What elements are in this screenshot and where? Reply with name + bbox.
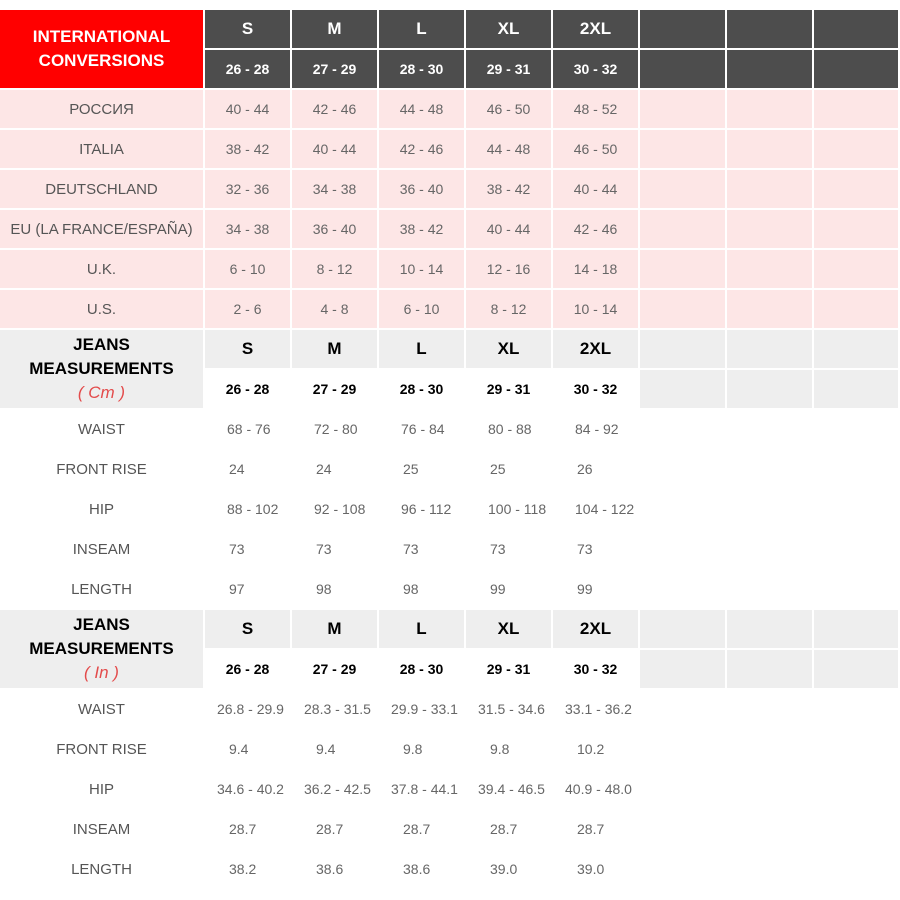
measurement-value bbox=[204, 449, 291, 489]
size-value: 4 - 8 bbox=[291, 289, 378, 329]
measurement-value bbox=[291, 769, 378, 809]
conversion-row bbox=[0, 289, 899, 329]
measurement-value bbox=[465, 729, 552, 769]
measurement-value bbox=[291, 449, 378, 489]
measurement-value bbox=[378, 809, 465, 849]
empty-cell bbox=[639, 89, 726, 129]
measurement-value bbox=[465, 849, 552, 889]
measurement-label: LENGTH bbox=[0, 569, 204, 609]
size-value: 42 - 46 bbox=[378, 129, 465, 169]
waist-range-header: 26 - 28 bbox=[204, 649, 291, 689]
empty-cell bbox=[726, 369, 813, 409]
measurement-row bbox=[0, 849, 899, 889]
cm-title-cell bbox=[0, 329, 204, 409]
empty-cell bbox=[813, 569, 899, 609]
size-value: 44 - 48 bbox=[378, 89, 465, 129]
conversion-row bbox=[0, 209, 899, 249]
measurement-value bbox=[291, 529, 378, 569]
country-label: РОССИЯ bbox=[0, 89, 204, 129]
measurement-label: INSEAM bbox=[0, 529, 204, 569]
size-value: 38 - 42 bbox=[378, 209, 465, 249]
measurement-value bbox=[465, 689, 552, 729]
country-label: U.K. bbox=[0, 249, 204, 289]
waist-range-header: 28 - 30 bbox=[378, 649, 465, 689]
waist-range-header: 29 - 31 bbox=[465, 369, 552, 409]
measurement-value-text: 38.6 bbox=[403, 861, 431, 877]
intl-header-row bbox=[0, 10, 899, 49]
empty-cell bbox=[726, 729, 813, 769]
measurement-label: LENGTH bbox=[0, 849, 204, 889]
size-chart-table bbox=[0, 10, 900, 890]
empty-cell bbox=[813, 409, 899, 449]
size-value: 38 - 42 bbox=[204, 129, 291, 169]
measurement-value bbox=[378, 689, 465, 729]
measurement-value-text: 39.4 - 46.5 bbox=[478, 781, 545, 797]
measurement-value-text: 98 bbox=[403, 581, 419, 597]
unit-label: ( Cm ) bbox=[77, 383, 126, 402]
country-label: DEUTSCHLAND bbox=[0, 169, 204, 209]
measurement-value bbox=[552, 849, 639, 889]
size-value: 36 - 40 bbox=[291, 209, 378, 249]
size-value: 40 - 44 bbox=[291, 129, 378, 169]
size-header: 2XL bbox=[552, 609, 639, 649]
measurement-value-text: 98 bbox=[316, 581, 332, 597]
empty-cell bbox=[639, 489, 726, 529]
size-header: L bbox=[378, 329, 465, 369]
measurement-value-text: 31.5 - 34.6 bbox=[478, 701, 545, 717]
size-value: 34 - 38 bbox=[291, 169, 378, 209]
size-value: 6 - 10 bbox=[204, 249, 291, 289]
empty-cell bbox=[813, 649, 899, 689]
empty-cell bbox=[813, 529, 899, 569]
measurement-value-text: 28.3 - 31.5 bbox=[304, 701, 371, 717]
empty-cell bbox=[813, 609, 899, 649]
measurement-value bbox=[465, 449, 552, 489]
measurement-value-text: 9.8 bbox=[403, 741, 423, 757]
empty-cell bbox=[639, 289, 726, 329]
size-header: 2XL bbox=[552, 10, 639, 49]
waist-range-header: 27 - 29 bbox=[291, 49, 378, 89]
empty-cell bbox=[726, 609, 813, 649]
empty-cell bbox=[726, 449, 813, 489]
measurement-value-text: 39.0 bbox=[490, 861, 518, 877]
measurement-value bbox=[552, 489, 639, 529]
empty-cell bbox=[726, 329, 813, 369]
empty-cell bbox=[639, 209, 726, 249]
size-header: XL bbox=[465, 10, 552, 49]
waist-range-header: 29 - 31 bbox=[465, 649, 552, 689]
measurement-value bbox=[204, 769, 291, 809]
size-value: 10 - 14 bbox=[552, 289, 639, 329]
measurement-row bbox=[0, 529, 899, 569]
size-header: M bbox=[291, 10, 378, 49]
empty-cell bbox=[813, 209, 899, 249]
measurement-value-text: 9.4 bbox=[229, 741, 249, 757]
conversion-row bbox=[0, 89, 899, 129]
size-header: L bbox=[378, 10, 465, 49]
measurement-value-text: 9.8 bbox=[490, 741, 510, 757]
measurement-label: WAIST bbox=[0, 689, 204, 729]
measurement-value bbox=[378, 729, 465, 769]
measurement-value bbox=[378, 409, 465, 449]
empty-cell bbox=[639, 409, 726, 449]
conversion-row bbox=[0, 169, 899, 209]
empty-cell bbox=[726, 129, 813, 169]
empty-cell bbox=[639, 449, 726, 489]
inch-header-row bbox=[0, 609, 899, 649]
size-header: 2XL bbox=[552, 329, 639, 369]
waist-range-header: 28 - 30 bbox=[378, 369, 465, 409]
measurement-value-text: 88 - 102 bbox=[227, 501, 279, 517]
empty-cell bbox=[813, 49, 899, 89]
measurement-value-text: 80 - 88 bbox=[488, 421, 532, 437]
measurement-row bbox=[0, 569, 899, 609]
measurement-value-text: 73 bbox=[403, 541, 419, 557]
measurement-value bbox=[552, 729, 639, 769]
empty-cell bbox=[726, 529, 813, 569]
size-value: 32 - 36 bbox=[204, 169, 291, 209]
measurement-label: FRONT RISE bbox=[0, 729, 204, 769]
measurement-value bbox=[378, 849, 465, 889]
measurement-value-text: 76 - 84 bbox=[401, 421, 445, 437]
size-value: 40 - 44 bbox=[204, 89, 291, 129]
measurement-value bbox=[552, 529, 639, 569]
measurement-value-text: 38.6 bbox=[316, 861, 344, 877]
measurement-value-text: 68 - 76 bbox=[227, 421, 271, 437]
empty-cell bbox=[726, 849, 813, 889]
measurement-value bbox=[465, 809, 552, 849]
measurement-value bbox=[552, 809, 639, 849]
measurement-value-text: 29.9 - 33.1 bbox=[391, 701, 458, 717]
measurement-row bbox=[0, 809, 899, 849]
measurement-value-text: 34.6 - 40.2 bbox=[217, 781, 284, 797]
measurement-row bbox=[0, 449, 899, 489]
measurement-row bbox=[0, 409, 899, 449]
measurement-value bbox=[291, 729, 378, 769]
measurement-value-text: 36.2 - 42.5 bbox=[304, 781, 371, 797]
size-value: 40 - 44 bbox=[465, 209, 552, 249]
empty-cell bbox=[639, 569, 726, 609]
size-header: S bbox=[204, 329, 291, 369]
measurement-value bbox=[465, 769, 552, 809]
measurement-value bbox=[552, 569, 639, 609]
measurement-label: HIP bbox=[0, 769, 204, 809]
empty-cell bbox=[639, 329, 726, 369]
waist-range-header: 27 - 29 bbox=[291, 369, 378, 409]
empty-cell bbox=[726, 769, 813, 809]
waist-range-header: 26 - 28 bbox=[204, 369, 291, 409]
measurement-value-text: 97 bbox=[229, 581, 245, 597]
empty-cell bbox=[726, 809, 813, 849]
measurement-label: HIP bbox=[0, 489, 204, 529]
measurement-value bbox=[291, 409, 378, 449]
empty-cell bbox=[639, 529, 726, 569]
cm-header-row bbox=[0, 329, 899, 369]
empty-cell bbox=[639, 10, 726, 49]
conversion-row bbox=[0, 129, 899, 169]
size-value: 8 - 12 bbox=[291, 249, 378, 289]
size-value: 8 - 12 bbox=[465, 289, 552, 329]
measurement-value-text: 28.7 bbox=[403, 821, 431, 837]
measurement-value-text: 73 bbox=[490, 541, 506, 557]
empty-cell bbox=[639, 169, 726, 209]
empty-cell bbox=[639, 849, 726, 889]
measurement-value bbox=[204, 489, 291, 529]
size-value: 10 - 14 bbox=[378, 249, 465, 289]
empty-cell bbox=[813, 369, 899, 409]
measurement-value-text: 96 - 112 bbox=[401, 501, 452, 517]
empty-cell bbox=[639, 49, 726, 89]
empty-cell bbox=[726, 409, 813, 449]
size-value: 12 - 16 bbox=[465, 249, 552, 289]
intl-title-cell bbox=[0, 10, 204, 89]
empty-cell bbox=[813, 129, 899, 169]
measurement-value-text: 72 - 80 bbox=[314, 421, 358, 437]
measurement-value bbox=[552, 449, 639, 489]
size-value: 6 - 10 bbox=[378, 289, 465, 329]
size-header: S bbox=[204, 609, 291, 649]
waist-range-header: 30 - 32 bbox=[552, 369, 639, 409]
measurement-label: INSEAM bbox=[0, 809, 204, 849]
empty-cell bbox=[813, 89, 899, 129]
section-title-line2: MEASUREMENTS bbox=[29, 359, 174, 378]
size-value: 2 - 6 bbox=[204, 289, 291, 329]
measurement-value bbox=[291, 849, 378, 889]
measurement-value bbox=[204, 849, 291, 889]
empty-cell bbox=[639, 729, 726, 769]
size-value: 42 - 46 bbox=[291, 89, 378, 129]
country-label: U.S. bbox=[0, 289, 204, 329]
empty-cell bbox=[726, 689, 813, 729]
size-header: XL bbox=[465, 329, 552, 369]
empty-cell bbox=[726, 209, 813, 249]
measurement-value bbox=[465, 489, 552, 529]
empty-cell bbox=[813, 169, 899, 209]
empty-cell bbox=[726, 649, 813, 689]
measurement-value-text: 10.2 bbox=[577, 741, 605, 757]
measurement-value bbox=[204, 689, 291, 729]
size-header: M bbox=[291, 329, 378, 369]
measurement-value bbox=[552, 409, 639, 449]
empty-cell bbox=[726, 169, 813, 209]
empty-cell bbox=[813, 689, 899, 729]
waist-range-header: 29 - 31 bbox=[465, 49, 552, 89]
size-chart-body bbox=[0, 10, 899, 889]
empty-cell bbox=[726, 249, 813, 289]
measurement-value-text: 37.8 - 44.1 bbox=[391, 781, 458, 797]
intl-title-line2: CONVERSIONS bbox=[38, 51, 165, 70]
measurement-row bbox=[0, 729, 899, 769]
measurement-value-text: 24 bbox=[229, 461, 245, 477]
empty-cell bbox=[813, 489, 899, 529]
empty-cell bbox=[726, 489, 813, 529]
measurement-value bbox=[204, 569, 291, 609]
empty-cell bbox=[639, 769, 726, 809]
measurement-value bbox=[204, 529, 291, 569]
measurement-value-text: 99 bbox=[577, 581, 593, 597]
measurement-value bbox=[204, 809, 291, 849]
measurement-value-text: 26 bbox=[577, 461, 593, 477]
measurement-value-text: 73 bbox=[316, 541, 332, 557]
empty-cell bbox=[639, 129, 726, 169]
size-value: 34 - 38 bbox=[204, 209, 291, 249]
empty-cell bbox=[639, 809, 726, 849]
size-value: 48 - 52 bbox=[552, 89, 639, 129]
empty-cell bbox=[813, 10, 899, 49]
measurement-value-text: 40.9 - 48.0 bbox=[565, 781, 632, 797]
measurement-label: WAIST bbox=[0, 409, 204, 449]
measurement-value bbox=[378, 449, 465, 489]
waist-range-header: 30 - 32 bbox=[552, 649, 639, 689]
empty-cell bbox=[639, 649, 726, 689]
measurement-value bbox=[291, 569, 378, 609]
measurement-value-text: 28.7 bbox=[229, 821, 257, 837]
measurement-value-text: 99 bbox=[490, 581, 506, 597]
empty-cell bbox=[639, 249, 726, 289]
measurement-value-text: 100 - 118 bbox=[488, 501, 547, 517]
measurement-value-text: 104 - 122 bbox=[575, 501, 635, 517]
size-value: 42 - 46 bbox=[552, 209, 639, 249]
measurement-value-text: 28.7 bbox=[316, 821, 344, 837]
measurement-value-text: 25 bbox=[490, 461, 506, 477]
empty-cell bbox=[726, 49, 813, 89]
measurement-row bbox=[0, 489, 899, 529]
measurement-value-text: 28.7 bbox=[490, 821, 518, 837]
size-value: 14 - 18 bbox=[552, 249, 639, 289]
measurement-value bbox=[465, 409, 552, 449]
measurement-value bbox=[378, 489, 465, 529]
measurement-value bbox=[552, 689, 639, 729]
size-header: XL bbox=[465, 609, 552, 649]
measurement-label: FRONT RISE bbox=[0, 449, 204, 489]
size-header: M bbox=[291, 609, 378, 649]
measurement-value-text: 39.0 bbox=[577, 861, 605, 877]
empty-cell bbox=[813, 329, 899, 369]
measurement-value bbox=[291, 809, 378, 849]
size-value: 38 - 42 bbox=[465, 169, 552, 209]
measurement-value-text: 92 - 108 bbox=[314, 501, 366, 517]
section-title-line2: MEASUREMENTS bbox=[29, 639, 174, 658]
empty-cell bbox=[813, 449, 899, 489]
measurement-value-text: 24 bbox=[316, 461, 332, 477]
measurement-value-text: 9.4 bbox=[316, 741, 336, 757]
unit-label: ( In ) bbox=[84, 663, 119, 682]
empty-cell bbox=[813, 289, 899, 329]
size-value: 36 - 40 bbox=[378, 169, 465, 209]
measurement-value bbox=[378, 569, 465, 609]
country-label: EU (LA FRANCE/ESPAÑA) bbox=[0, 209, 204, 249]
measurement-value bbox=[378, 769, 465, 809]
size-value: 46 - 50 bbox=[552, 129, 639, 169]
empty-cell bbox=[813, 809, 899, 849]
measurement-value-text: 25 bbox=[403, 461, 419, 477]
empty-cell bbox=[813, 849, 899, 889]
measurement-value-text: 73 bbox=[577, 541, 593, 557]
measurement-value bbox=[204, 409, 291, 449]
empty-cell bbox=[726, 289, 813, 329]
measurement-value-text: 38.2 bbox=[229, 861, 257, 877]
section-title-line1: JEANS bbox=[73, 615, 130, 634]
measurement-value-text: 73 bbox=[229, 541, 245, 557]
measurement-value bbox=[291, 689, 378, 729]
size-header: S bbox=[204, 10, 291, 49]
size-value: 44 - 48 bbox=[465, 129, 552, 169]
empty-cell bbox=[813, 769, 899, 809]
empty-cell bbox=[813, 729, 899, 769]
measurement-value-text: 33.1 - 36.2 bbox=[565, 701, 632, 717]
empty-cell bbox=[813, 249, 899, 289]
measurement-value bbox=[204, 729, 291, 769]
measurement-row bbox=[0, 689, 899, 729]
inch-title-cell bbox=[0, 609, 204, 689]
empty-cell bbox=[639, 369, 726, 409]
empty-cell bbox=[726, 89, 813, 129]
country-label: ITALIA bbox=[0, 129, 204, 169]
measurement-value-text: 28.7 bbox=[577, 821, 605, 837]
size-value: 40 - 44 bbox=[552, 169, 639, 209]
empty-cell bbox=[726, 10, 813, 49]
waist-range-header: 30 - 32 bbox=[552, 49, 639, 89]
measurement-value bbox=[291, 489, 378, 529]
size-header: L bbox=[378, 609, 465, 649]
measurement-value bbox=[378, 529, 465, 569]
empty-cell bbox=[639, 689, 726, 729]
empty-cell bbox=[639, 609, 726, 649]
measurement-value bbox=[465, 569, 552, 609]
measurement-value-text: 26.8 - 29.9 bbox=[217, 701, 284, 717]
waist-range-header: 28 - 30 bbox=[378, 49, 465, 89]
conversion-row bbox=[0, 249, 899, 289]
intl-title-line1: INTERNATIONAL bbox=[32, 27, 171, 46]
measurement-value-text: 84 - 92 bbox=[575, 421, 619, 437]
measurement-value bbox=[552, 769, 639, 809]
waist-range-header: 27 - 29 bbox=[291, 649, 378, 689]
waist-range-header: 26 - 28 bbox=[204, 49, 291, 89]
empty-cell bbox=[726, 569, 813, 609]
measurement-value bbox=[465, 529, 552, 569]
section-title-line1: JEANS bbox=[73, 335, 130, 354]
measurement-row bbox=[0, 769, 899, 809]
size-value: 46 - 50 bbox=[465, 89, 552, 129]
